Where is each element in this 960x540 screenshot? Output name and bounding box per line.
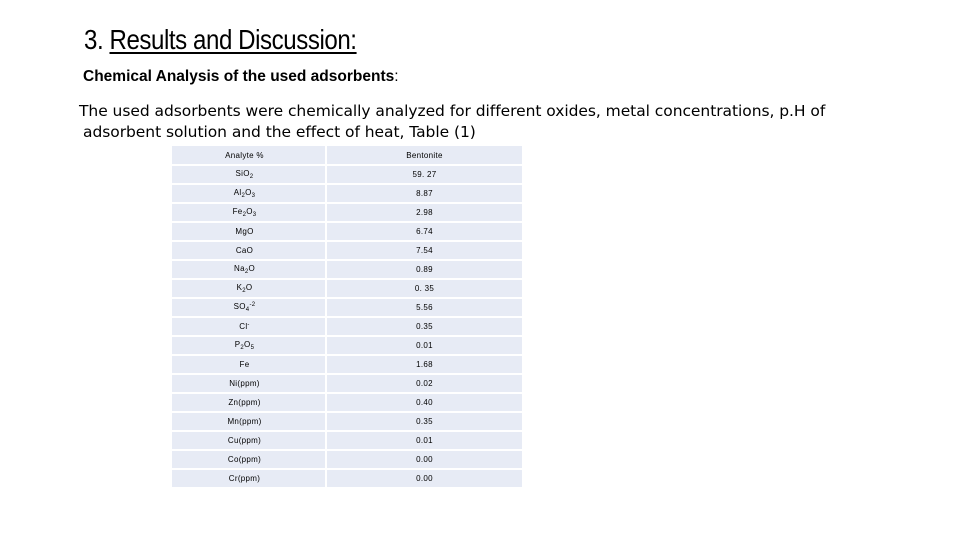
analyte-cell [172, 204, 325, 221]
paragraph-line-1: The used adsorbents were chemically analyzed for different oxides, metal concentrations, p.H of [79, 102, 826, 120]
analyte-base: K [236, 283, 243, 292]
value-cell [327, 375, 522, 392]
value-text: 0.00 [416, 474, 433, 483]
value-text: 0.02 [416, 379, 433, 388]
subsection-colon: : [394, 68, 399, 85]
analyte-cell [172, 432, 325, 449]
table-body [172, 146, 522, 487]
analyte-cell [172, 261, 325, 278]
header-analyte: Analyte % [172, 146, 325, 164]
value-text: 5.56 [416, 303, 433, 312]
value-text: 7.54 [416, 246, 433, 255]
analyte-subscript: 2 [241, 193, 246, 199]
value-cell [327, 204, 522, 221]
table-row [172, 337, 522, 354]
table-row [172, 451, 522, 468]
header-value: Bentonite [327, 146, 522, 164]
analyte-cell [172, 394, 325, 411]
analyte-cell [172, 185, 325, 202]
value-text: 8.87 [416, 189, 433, 198]
analyte-mid: O [244, 340, 251, 349]
analyte-base: Mn(ppm) [227, 417, 262, 426]
analyte-mid: O [248, 264, 255, 273]
value-text: 0.89 [416, 265, 433, 274]
chemical-analysis-table [170, 144, 524, 489]
analyte-base: Co(ppm) [227, 455, 262, 464]
table-row [172, 375, 522, 392]
value-cell [327, 223, 522, 240]
table-row [172, 204, 522, 221]
table-row [172, 318, 522, 335]
analyte-base: P [234, 340, 241, 349]
value-text: 0.35 [416, 417, 433, 426]
analyte-subscript-2: 5 [250, 345, 255, 351]
value-text: 2.98 [416, 208, 433, 217]
value-cell [327, 242, 522, 259]
analyte-base: Ni(ppm) [229, 379, 260, 388]
analyte-base: Fe [232, 207, 243, 216]
analyte-base: Na [234, 264, 245, 273]
table-row [172, 299, 522, 316]
table-row [172, 185, 522, 202]
section-heading [84, 24, 357, 56]
value-text: 0.01 [416, 341, 433, 350]
analyte-cell [172, 166, 325, 183]
analyte-cell [172, 337, 325, 354]
value-cell [327, 451, 522, 468]
value-cell [327, 432, 522, 449]
analyte-base: SiO [235, 169, 250, 178]
value-text: 1.68 [416, 360, 433, 369]
analyte-subscript: 2 [242, 288, 246, 294]
value-cell [327, 261, 522, 278]
value-cell [327, 299, 522, 316]
value-text: 0. 35 [414, 284, 435, 293]
analyte-cell [172, 356, 325, 373]
subsection-title: Chemical Analysis of the used adsorbents [83, 68, 395, 85]
analyte-base: CaO [235, 246, 254, 255]
analyte-subscript: 2 [240, 345, 245, 351]
table-row [172, 413, 522, 430]
table-row [172, 470, 522, 487]
value-cell [327, 470, 522, 487]
analyte-subscript: 2 [242, 212, 247, 218]
table-header-row [172, 146, 522, 164]
value-text: 0.40 [416, 398, 433, 407]
analyte-base: MgO [235, 227, 254, 236]
analyte-subscript: 2 [244, 269, 249, 275]
analyte-subscript-2: 3 [252, 212, 257, 218]
table-row [172, 356, 522, 373]
analyte-mid: O [246, 207, 253, 216]
analyte-base: Fe [239, 360, 250, 369]
analyte-superscript: - [247, 322, 250, 328]
analyte-base: Cr(ppm) [228, 474, 261, 483]
paragraph-line-2: adsorbent solution and the effect of heat, Table (1) [83, 123, 476, 141]
analyte-cell [172, 375, 325, 392]
analyte-mid: O [245, 188, 252, 197]
value-text: 59. 27 [412, 170, 437, 179]
value-cell [327, 356, 522, 373]
subsection-heading [83, 68, 399, 86]
section-number: 3. [84, 24, 104, 55]
value-cell [327, 413, 522, 430]
table-row [172, 394, 522, 411]
analyte-cell [172, 413, 325, 430]
table-row [172, 166, 522, 183]
analyte-subscript: 2 [249, 174, 254, 180]
value-text: 0.35 [416, 322, 433, 331]
body-paragraph [79, 101, 879, 143]
analyte-base: Al [233, 188, 242, 197]
analyte-cell [172, 242, 325, 259]
analyte-subscript-2: 3 [251, 193, 256, 199]
analyte-cell [172, 280, 325, 297]
table-row [172, 242, 522, 259]
analyte-cell [172, 299, 325, 316]
table-row [172, 432, 522, 449]
section-title: Results and Discussion: [109, 24, 357, 55]
table-row [172, 280, 522, 297]
analyte-superscript: -2 [249, 302, 256, 308]
analyte-base: SO [233, 302, 246, 311]
table-row [172, 223, 522, 240]
analyte-base: Cl [239, 322, 248, 331]
value-cell [327, 185, 522, 202]
analyte-base: Cu(ppm) [227, 436, 262, 445]
analyte-base: Zn(ppm) [228, 398, 261, 407]
value-cell [327, 337, 522, 354]
analyte-cell [172, 451, 325, 468]
analyte-cell [172, 470, 325, 487]
table-row [172, 261, 522, 278]
analyte-cell [172, 223, 325, 240]
analyte-subscript: 4 [245, 307, 250, 313]
value-cell [327, 394, 522, 411]
value-cell [327, 166, 522, 183]
value-text: 6.74 [416, 227, 433, 236]
value-text: 0.00 [416, 455, 433, 464]
analyte-mid: O [245, 283, 253, 292]
analyte-cell [172, 318, 325, 335]
value-cell [327, 280, 522, 297]
value-cell [327, 318, 522, 335]
value-text: 0.01 [416, 436, 433, 445]
